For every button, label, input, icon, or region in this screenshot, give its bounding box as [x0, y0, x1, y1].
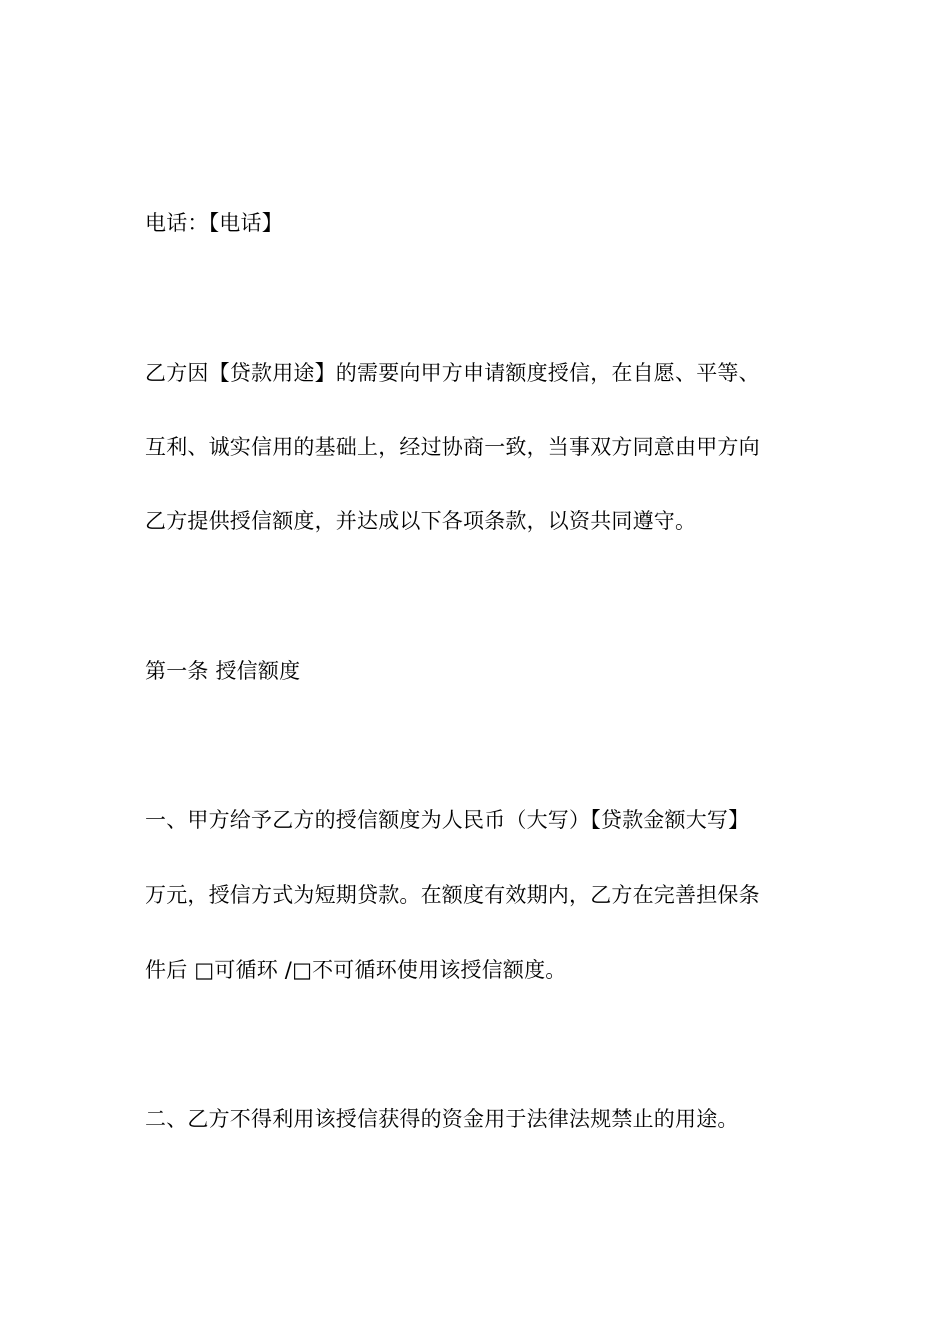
preamble-line-3: 乙方提供授信额度，并达成以下各项条款，以资共同遵守。	[145, 509, 697, 533]
preamble-line-2: 互利、诚实信用的基础上，经过协商一致，当事双方同意由甲方向	[145, 435, 760, 459]
article-1-heading: 第一条 授信额度	[145, 659, 301, 683]
phone-line: 电话：【电话】	[145, 211, 283, 235]
clause-2-text: 二、乙方不得利用该授信获得的资金用于法律法规禁止的用途。	[145, 1107, 739, 1131]
preamble-line-1: 乙方因【贷款用途】的需要向甲方申请额度授信，在自愿、平等、	[145, 361, 760, 385]
clause-1-line-1: 一、甲方给予乙方的授信额度为人民币（大写）【贷款金额大写】	[145, 808, 750, 832]
clause-1-line-2: 万元，授信方式为短期贷款。在额度有效期内，乙方在完善担保条	[145, 883, 760, 907]
clause-1-line-3: 件后 □可循环 /□不可循环使用该授信额度。	[145, 958, 567, 982]
